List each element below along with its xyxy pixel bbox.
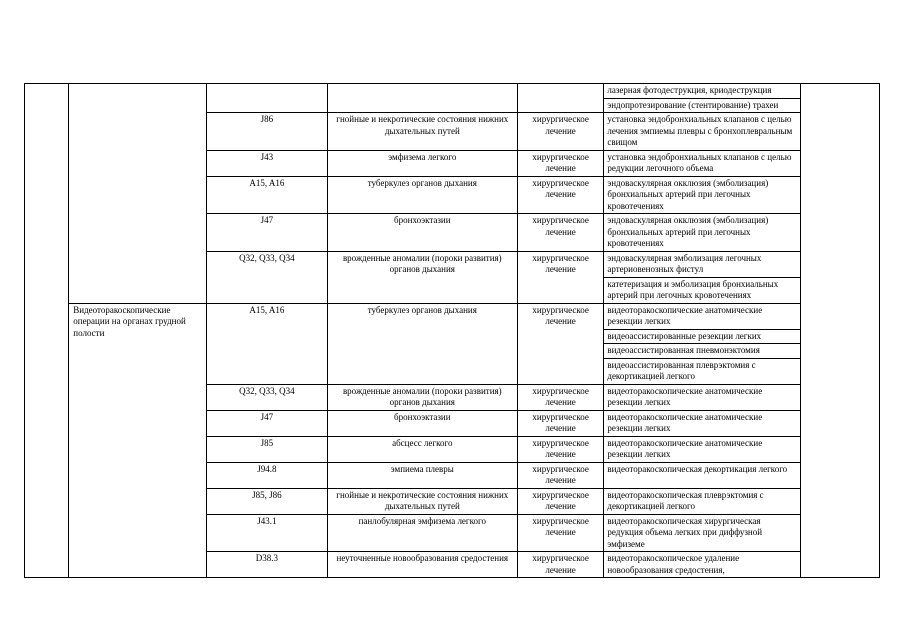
method-cell xyxy=(604,150,800,176)
method-item: установка эндобронхиальных клапанов с целью лечения эмпиемы плевры с бронхоплевральным свищом xyxy=(607,114,793,147)
diagnosis-cell xyxy=(327,84,517,113)
treatment-cell: хирургическое лечение xyxy=(517,303,604,384)
method-cell xyxy=(604,410,800,436)
name-cell xyxy=(69,84,207,304)
treatment-cell: хирургическое лечение xyxy=(517,113,604,151)
code-cell: J85, J86 xyxy=(207,488,328,514)
method-item: видеоторакоскопические анатомические резекции легких xyxy=(607,437,763,459)
method-item: эндоваскулярная эмболизация легочных артериовенозных фистул xyxy=(607,252,762,274)
diagnosis-cell: туберкулез органов дыхания xyxy=(327,176,517,214)
code-cell: J47 xyxy=(207,410,328,436)
diagnosis-cell: гнойные и некротические состояния нижних дыхательных путей xyxy=(327,488,517,514)
treatment-cell: хирургическое лечение xyxy=(517,176,604,214)
method-item: катетеризация и эмболизация бронхиальных артерий при легочных кровотечениях xyxy=(604,277,799,303)
code-cell: J94.8 xyxy=(207,462,328,488)
method-cell xyxy=(604,176,800,214)
method-cell xyxy=(604,113,800,151)
method-item: эндопротезирование (стентирование) трахеи xyxy=(604,98,799,113)
norm-cell xyxy=(800,84,880,578)
diagnosis-cell: эмфизема легкого xyxy=(327,150,517,176)
treatment-cell: хирургическое лечение xyxy=(517,436,604,462)
treatment-cell: хирургическое лечение xyxy=(517,410,604,436)
diagnosis-cell: врожденные аномалии (пороки развития) органов дыхания xyxy=(327,384,517,410)
method-cell xyxy=(604,436,800,462)
method-cell xyxy=(604,514,800,552)
method-cell xyxy=(604,384,800,410)
table-row xyxy=(25,84,880,113)
table-body xyxy=(25,84,880,578)
treatment-cell: хирургическое лечение xyxy=(517,514,604,552)
treatment-cell: хирургическое лечение xyxy=(517,488,604,514)
method-item: видеоторакоскопическая хирургическая редукция объема легких при диффузной эмфиземе xyxy=(607,515,763,549)
method-item: эндоваскулярная окклюзия (эмболизация) бронхиальных артерий при легочных кровотечениях xyxy=(607,177,769,211)
table-row xyxy=(25,303,880,384)
code-cell: Q32, Q33, Q34 xyxy=(207,384,328,410)
procedures-table xyxy=(24,83,880,578)
diagnosis-cell: туберкулез органов дыхания xyxy=(327,303,517,384)
diagnosis-cell: гнойные и некротические состояния нижних дыхательных путей xyxy=(327,113,517,151)
diagnosis-cell: эмпиема плевры xyxy=(327,462,517,488)
treatment-cell: хирургическое лечение xyxy=(517,214,604,252)
method-cell xyxy=(604,84,800,113)
treatment-cell: хирургическое лечение xyxy=(517,251,604,303)
code-cell: D38.3 xyxy=(207,552,328,578)
method-cell xyxy=(604,251,800,303)
code-cell: A15, A16 xyxy=(207,303,328,384)
method-item: видеоторакоскопическая плеврэктомия с декортикацией легкого xyxy=(607,489,764,511)
treatment-cell xyxy=(517,84,604,113)
diagnosis-cell: бронхоэктазии xyxy=(327,410,517,436)
code-cell: J85 xyxy=(207,436,328,462)
diagnosis-cell: врожденные аномалии (пороки развития) органов дыхания xyxy=(327,251,517,303)
method-item: установка эндобронхиальных клапанов с целью редукции легочного объема xyxy=(607,151,792,173)
method-item: видеоассистированная плеврэктомия с декортикацией легкого xyxy=(604,358,799,384)
diagnosis-cell: панлобулярная эмфизема легкого xyxy=(327,514,517,552)
method-cell xyxy=(604,303,800,384)
code-cell: Q32, Q33, Q34 xyxy=(207,251,328,303)
treatment-cell: хирургическое лечение xyxy=(517,150,604,176)
method-item: видеоассистированная пневмонэктомия xyxy=(604,343,799,358)
diagnosis-cell: абсцесс легкого xyxy=(327,436,517,462)
method-item: видеоторакоскопические анатомические резекции легких xyxy=(607,385,763,407)
treatment-cell: хирургическое лечение xyxy=(517,384,604,410)
code-cell: J43 xyxy=(207,150,328,176)
diagnosis-cell: бронхоэктазии xyxy=(327,214,517,252)
method-cell xyxy=(604,552,800,578)
number-cell xyxy=(25,84,69,578)
method-item: эндоваскулярная окклюзия (эмболизация) бронхиальных артерий при легочных кровотечениях xyxy=(607,215,769,248)
method-item: видеоторакоскопическая декортикация легкого xyxy=(607,463,788,474)
method-cell xyxy=(604,488,800,514)
code-cell: J43.1 xyxy=(207,514,328,552)
code-cell: J86 xyxy=(207,113,328,151)
method-item: видеоторакоскопические анатомические резекции легких xyxy=(607,304,763,326)
method-item: видеоторакоскопические анатомические резекции легких xyxy=(607,411,763,433)
method-cell xyxy=(604,214,800,252)
group-title-cell: Видеоторакоскопические операции на органах грудной полости xyxy=(69,303,207,578)
treatment-cell: хирургическое лечение xyxy=(517,462,604,488)
diagnosis-cell: неуточненные новообразования средостения xyxy=(327,552,517,578)
method-cell xyxy=(604,462,800,488)
method-item: видеоассистированные резекции легких xyxy=(604,329,799,344)
code-cell xyxy=(207,84,328,113)
code-cell: A15, A16 xyxy=(207,176,328,214)
method-item: лазерная фотодеструкция, криодеструкция xyxy=(607,85,772,95)
treatment-cell: хирургическое лечение xyxy=(517,552,604,578)
code-cell: J47 xyxy=(207,214,328,252)
method-item: видеоторакоскопическое удаление новообразования средостения, xyxy=(607,553,740,575)
